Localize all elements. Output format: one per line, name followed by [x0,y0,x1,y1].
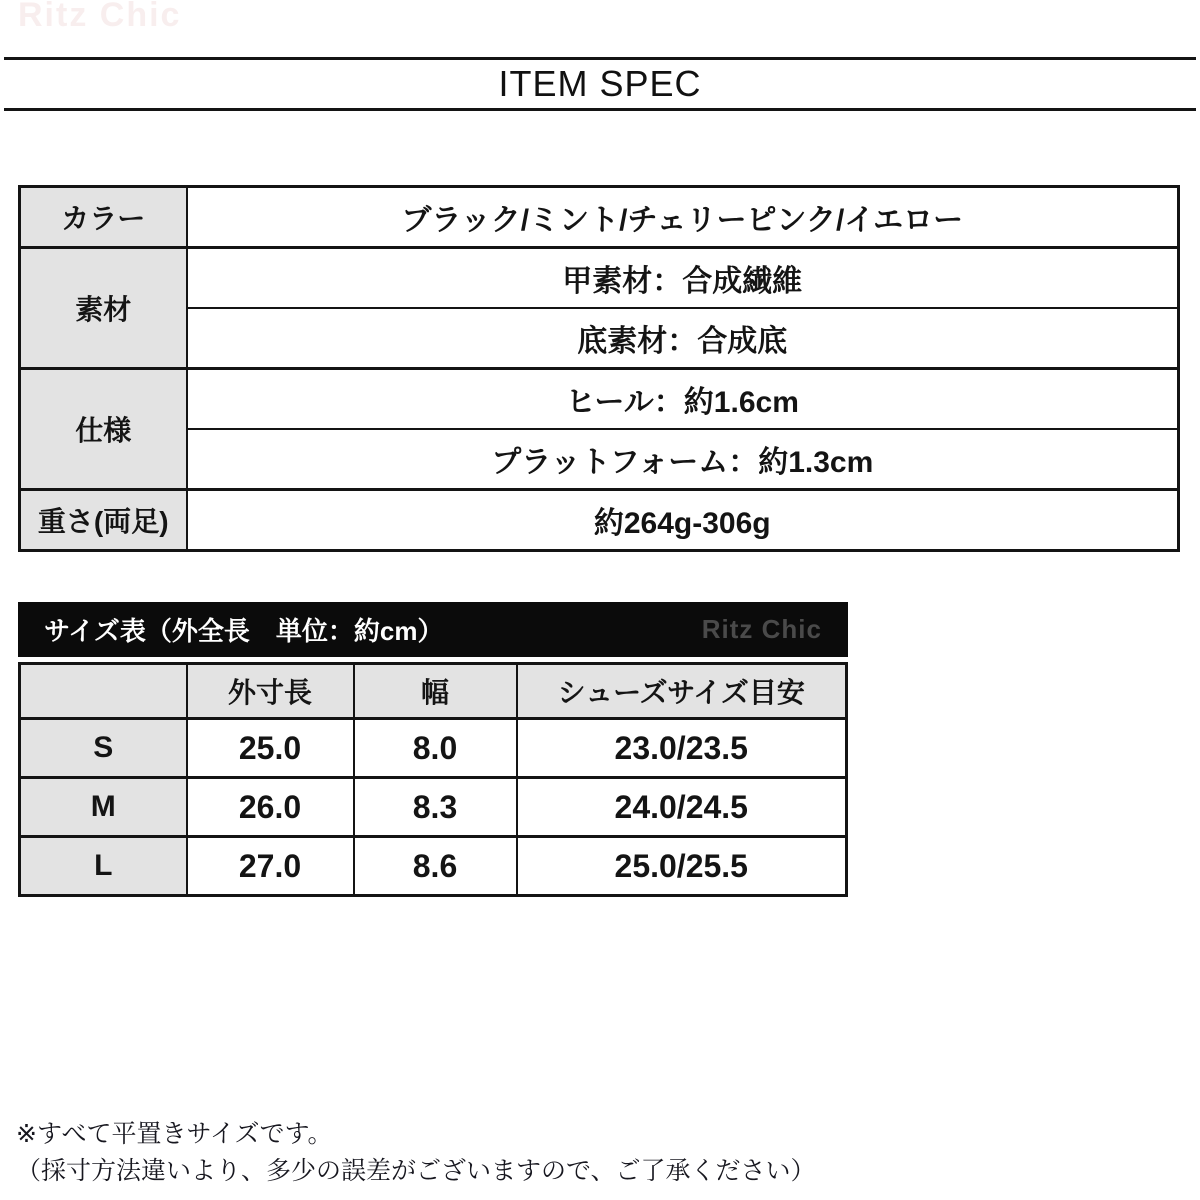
spec-label-weight: 重さ(両足) [20,490,187,551]
size-header-length: 外寸長 [187,664,354,719]
size-cell-l-width: 8.6 [354,837,517,896]
size-row-l [20,837,847,896]
spec-row-material-upper [20,248,1179,309]
measurement-notes [16,1116,816,1190]
spec-row-material-sole [20,308,1179,369]
header-rule-bottom [4,108,1196,111]
size-cell-s-shoe: 23.0/23.5 [517,719,847,778]
spec-row-weight [20,490,1179,551]
size-cell-m-length: 26.0 [187,778,354,837]
size-header-width: 幅 [354,664,517,719]
note-line-1: ※すべて平置きサイズです。 [16,1120,333,1148]
spec-value-material-upper: 甲素材：合成繊維 [187,248,1179,309]
size-cell-l-label: L [20,837,187,896]
spec-row-spec-heel [20,369,1179,430]
spec-value-platform: プラットフォーム：約1.3cm [187,429,1179,490]
note-line-2: （採寸方法違いより、多少の誤差がございますので、ご了承ください） [16,1157,816,1185]
page-title: ITEM SPEC [498,63,702,104]
spec-label-material: 素材 [20,248,187,369]
size-table [18,662,848,897]
spec-label-color: カラー [20,187,187,248]
size-cell-m-label: M [20,778,187,837]
size-row-m [20,778,847,837]
size-cell-s-width: 8.0 [354,719,517,778]
size-cell-m-width: 8.3 [354,778,517,837]
size-table-brand: Ritz Chic [701,614,822,644]
size-cell-l-shoe: 25.0/25.5 [517,837,847,896]
spec-row-color [20,187,1179,248]
size-cell-l-length: 27.0 [187,837,354,896]
spec-value-color: ブラック/ミント/チェリーピンク/イエロー [187,187,1179,248]
size-header-row [20,664,847,719]
size-cell-m-shoe: 24.0/24.5 [517,778,847,837]
size-cell-s-label: S [20,719,187,778]
spec-label-spec: 仕様 [20,369,187,490]
size-table-title: サイズ表（外全長 単位：約cm） [44,616,444,646]
spec-table [18,185,1180,552]
size-table-title-bar [18,602,848,657]
spec-value-weight: 約264g-306g [187,490,1179,551]
spec-value-heel: ヒール：約1.6cm [187,369,1179,430]
spec-row-spec-platform [20,429,1179,490]
header-rule-top [4,57,1196,60]
size-header-shoe-size: シューズサイズ目安 [517,664,847,719]
spec-value-material-sole: 底素材：合成底 [187,308,1179,369]
brand-watermark: Ritz Chic [18,0,182,34]
size-header-blank [20,664,187,719]
size-cell-s-length: 25.0 [187,719,354,778]
size-row-s [20,719,847,778]
